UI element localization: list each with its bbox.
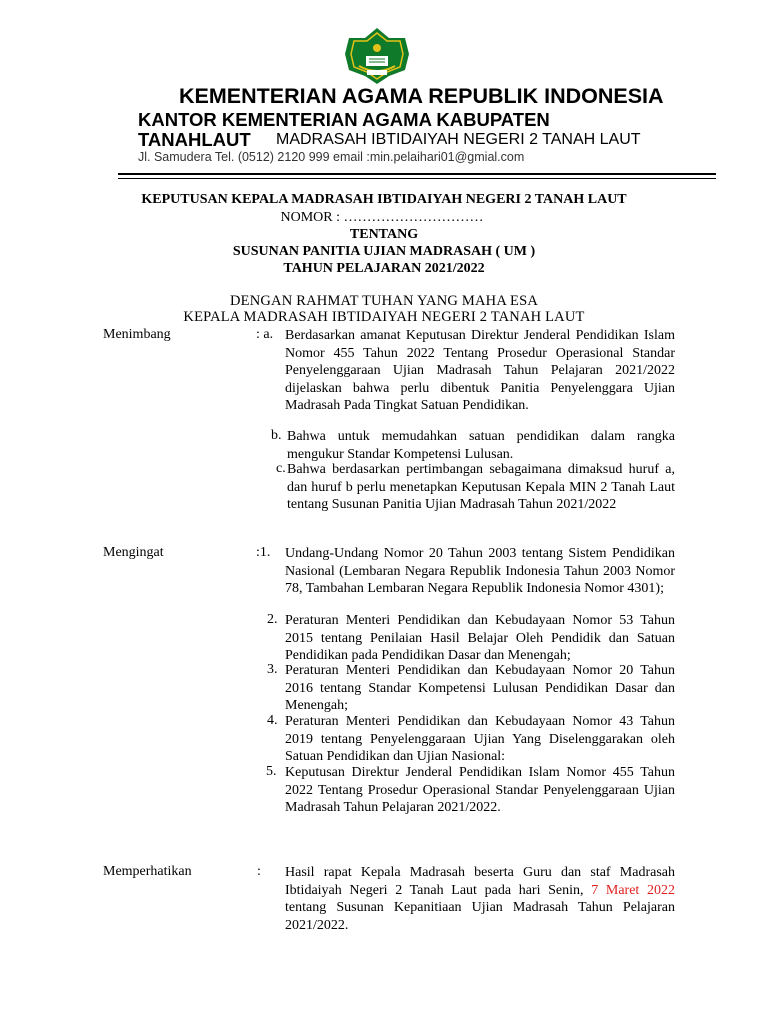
ministry-logo [341, 26, 413, 86]
mengingat-item-1: Undang-Undang Nomor 20 Tahun 2003 tentang Sistem Pendidikan Nasional (Lembaran Negara Republik Indonesia Tahun 2003 Nomor 78, Tambahan Lembaran Negara Republik Indonesia Nomor 4301); [285, 546, 675, 596]
letterhead-rule-thin [118, 178, 716, 179]
blessing-line1: DENGAN RAHMAT TUHAN YANG MAHA ESA [229, 293, 539, 309]
menimbang-item-b: Bahwa untuk memudahkan satuan pendidikan dalam rangka mengukur Standar Kompetensi Lulusan. [287, 429, 675, 462]
decree-subject: SUSUNAN PANITIA UJIAN MADRASAH ( UM ) [232, 244, 536, 259]
decree-year: TAHUN PELAJARAN 2021/2022 [283, 261, 485, 276]
menimbang-marker-b: b. [271, 428, 282, 443]
mengingat-marker-1: :1. [256, 545, 271, 560]
mengingat-marker-4: 4. [267, 713, 278, 728]
menimbang-marker-a: : a. [256, 327, 274, 342]
decree-tentang: TENTANG [349, 227, 419, 242]
memperhatikan-marker: : [257, 864, 261, 879]
memperhatikan-text-after: tentang Susunan Kepanitiaan Ujian Madrasah Tahun Pelajaran 2021/2022. [285, 900, 675, 933]
mengingat-item-5: Keputusan Direktur Jenderal Pendidikan Islam Nomor 455 Tahun 2022 Tentang Prosedur Operasional Standar Penyelenggaraan Ujian Madrasah Tahun Pelajaran 2021/2022. [285, 765, 675, 815]
meeting-date: 7 Maret 2022 [591, 882, 675, 898]
decree-title: KEPUTUSAN KEPALA MADRASAH IBTIDAIYAH NEGERI 2 TANAH LAUT [141, 192, 627, 207]
memperhatikan-text [285, 864, 675, 934]
mengingat-item-3: Peraturan Menteri Pendidikan dan Kebudayaan Nomor 20 Tahun 2016 tentang Standar Kompetensi Lulusan Pendidikan Dasar dan Menengah; [285, 663, 675, 713]
mengingat-label: Mengingat [103, 545, 164, 560]
memperhatikan-label: Memperhatikan [103, 864, 192, 879]
office-name-line2: TANAHLAUT [138, 129, 251, 150]
mengingat-marker-3: 3. [267, 662, 278, 677]
ministry-name: KEMENTERIAN AGAMA REPUBLIK INDONESIA [179, 84, 664, 108]
memperhatikan-text-before: Hasil rapat Kepala Madrasah beserta Guru dan staf Madrasah Ibtidaiyah Negeri 2 Tanah Laut pada hari Senin, [285, 865, 675, 898]
decree-number: NOMOR : ………………………… [280, 210, 484, 225]
mengingat-marker-2: 2. [267, 612, 278, 627]
letterhead-rule-thick [118, 173, 716, 175]
menimbang-marker-c: c. [276, 461, 286, 476]
menimbang-label: Menimbang [103, 327, 171, 342]
menimbang-item-a: Berdasarkan amanat Keputusan Direktur Jenderal Pendidikan Islam Nomor 455 Tahun 2022 Tentang Prosedur Operasional Standar Penyelenggaraan Ujian Madrasah Tahun Pelajaran 2021/2022 dijelaskan bahwa perlu dibentuk Panitia Penyelenggara Ujian Madrasah Pada Tingkat Satuan Pendidikan. [285, 328, 675, 413]
mengingat-marker-5: 5. [266, 764, 277, 779]
ministry-emblem-icon [341, 26, 413, 86]
mengingat-item-2: Peraturan Menteri Pendidikan dan Kebudayaan Nomor 53 Tahun 2015 tentang Penilaian Hasil Belajar Oleh Pendidik dan Satuan Pendidikan pada Pendidikan Dasar dan Menengah; [285, 613, 675, 663]
menimbang-item-c: Bahwa berdasarkan pertimbangan sebagaimana dimaksud huruf a, dan huruf b perlu menetapkan Keputusan Kepala MIN 2 Tanah Laut tentang Susunan Panitia Ujian Madrasah Tahun 2021/2022 [287, 462, 675, 512]
mengingat-item-4: Peraturan Menteri Pendidikan dan Kebudayaan Nomor 43 Tahun 2019 tentang Penyelenggaraan Ujian Yang Diselenggarakan oleh Satuan Pendidikan dan Ujian Nasional: [285, 714, 675, 764]
school-name: MADRASAH IBTIDAIYAH NEGERI 2 TANAH LAUT [276, 131, 641, 148]
school-address: Jl. Samudera Tel. (0512) 2120 999 email :min.pelaihari01@gmial.com [138, 150, 525, 164]
blessing-line2: KEPALA MADRASAH IBTIDAIYAH NEGERI 2 TANAH LAUT [183, 309, 585, 325]
office-name-line1: KANTOR KEMENTERIAN AGAMA KABUPATEN [138, 109, 550, 130]
